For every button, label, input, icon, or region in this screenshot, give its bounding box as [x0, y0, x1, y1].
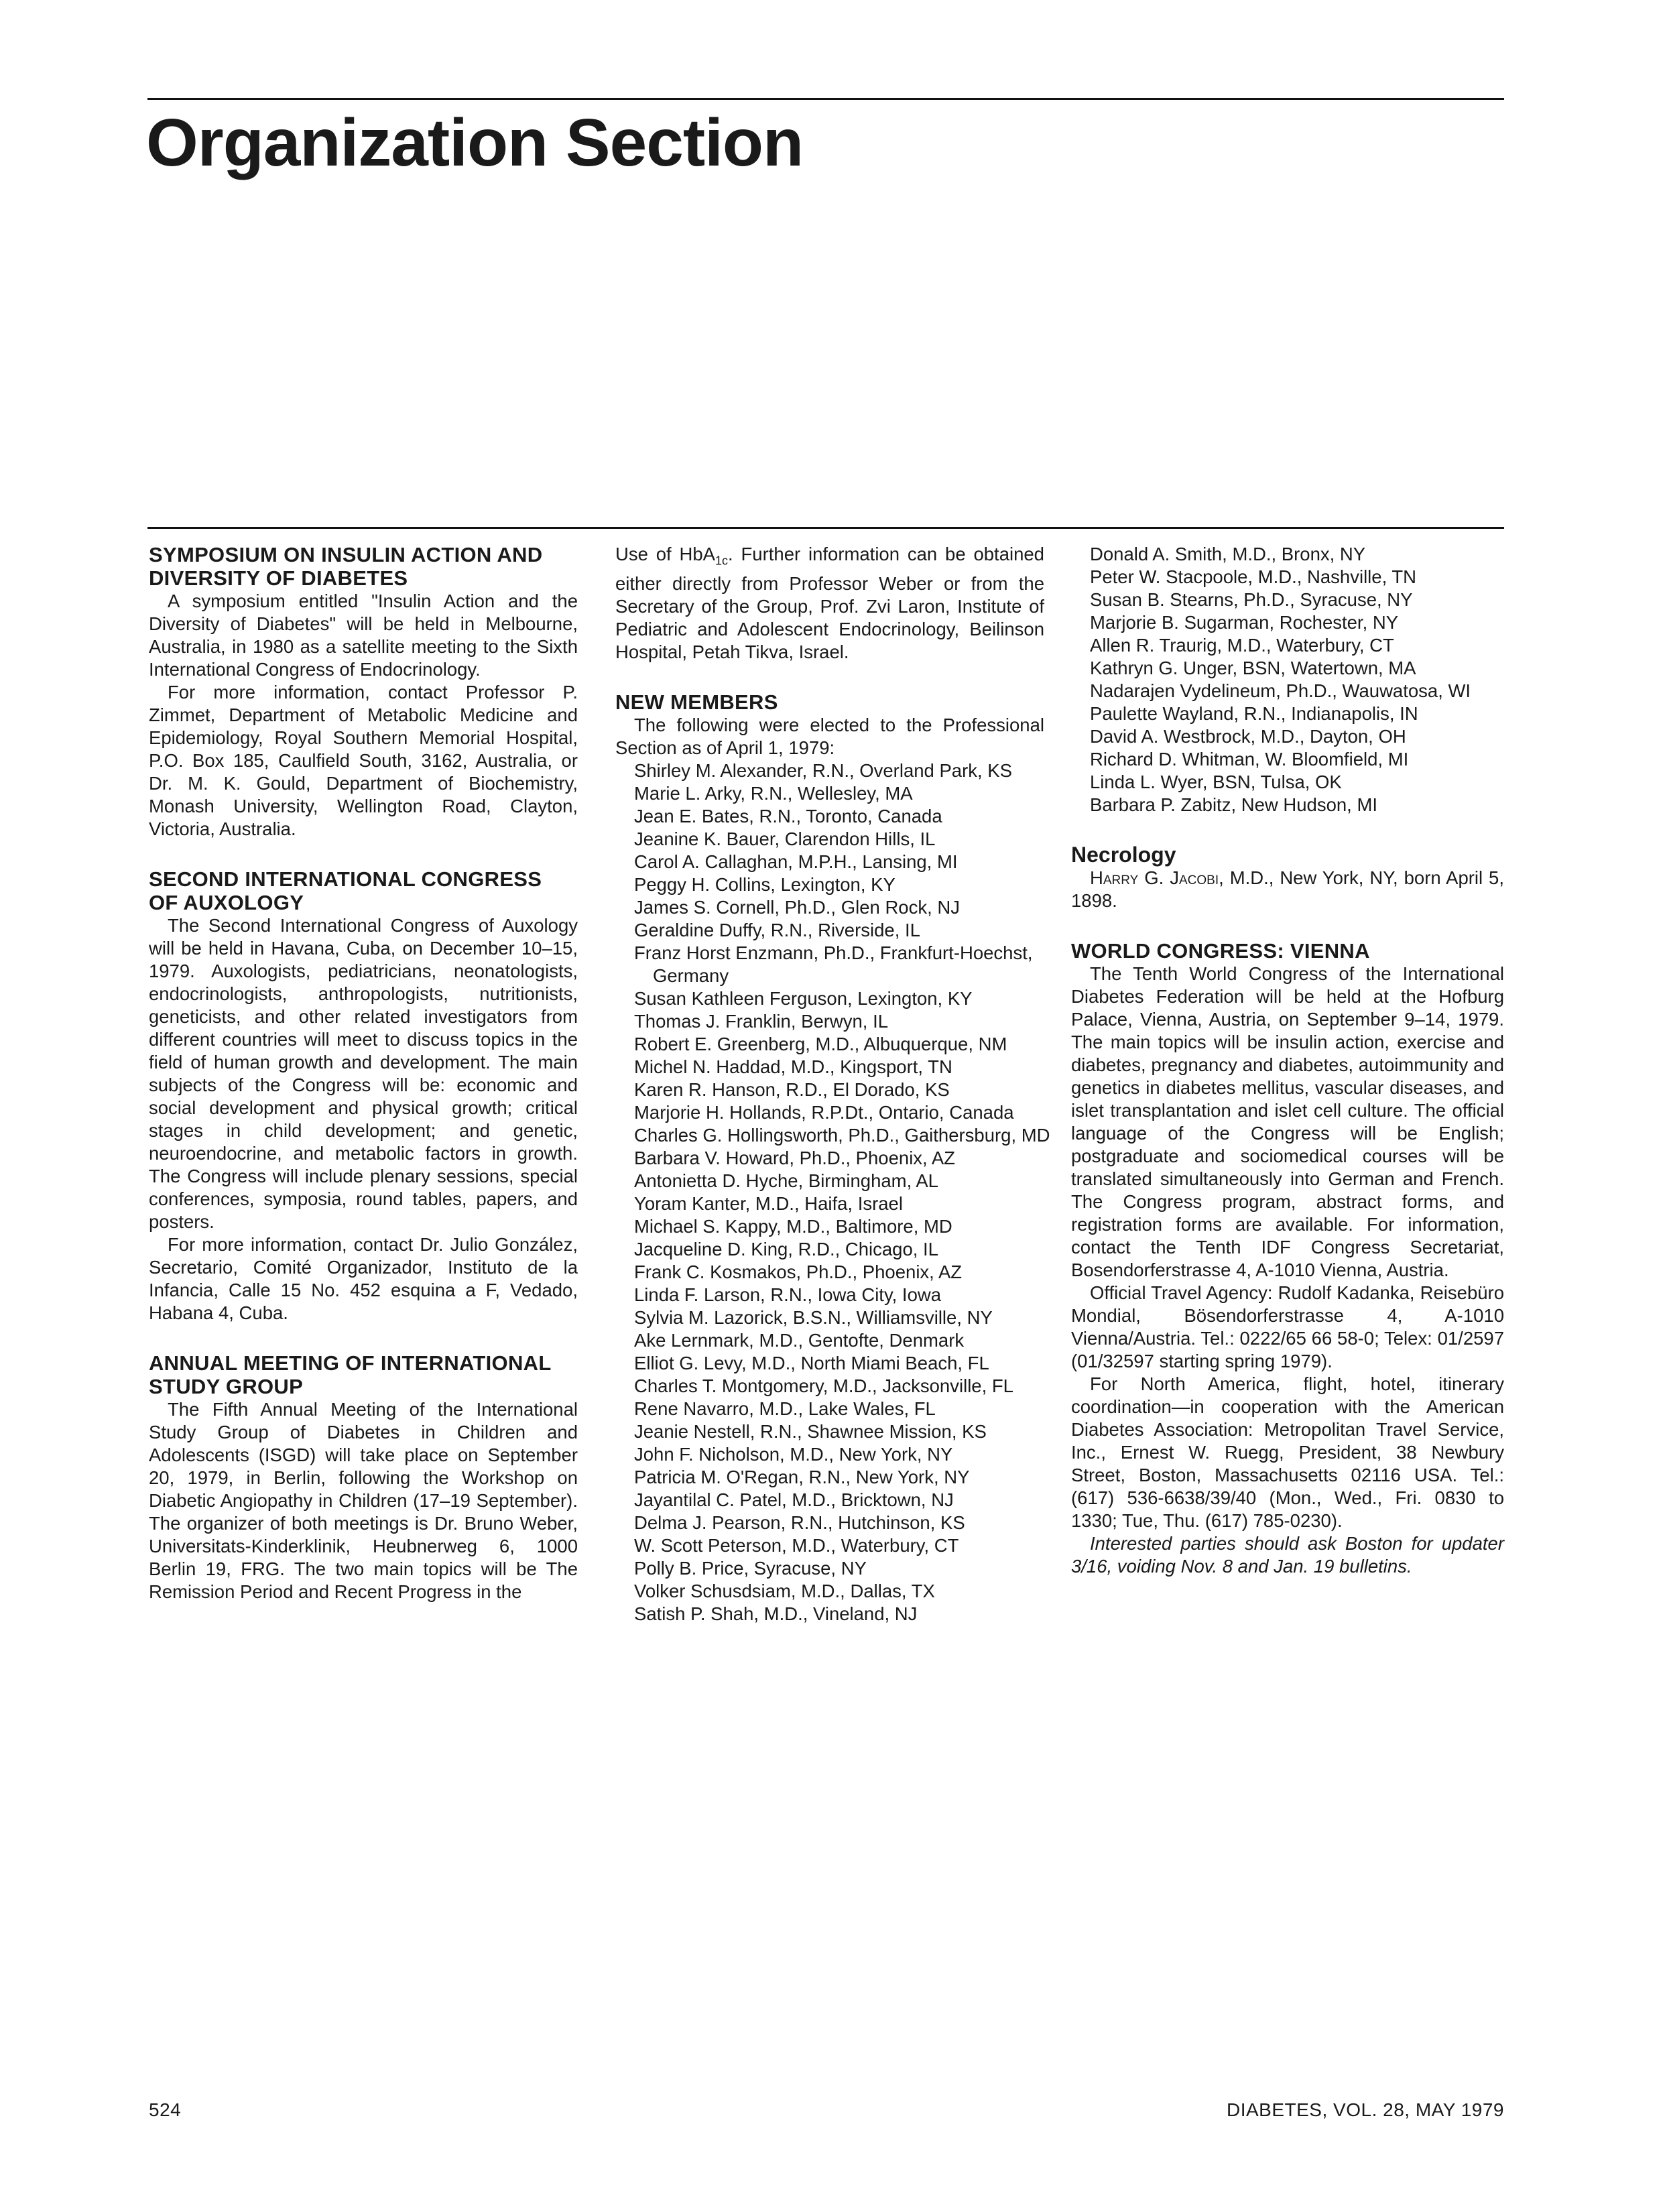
section-rule	[147, 527, 1504, 529]
necrology-heading: Necrology	[1071, 843, 1176, 867]
member-name: W. Scott Peterson, M.D., Waterbury, CT	[634, 1534, 959, 1556]
member-name: Shirley M. Alexander, R.N., Overland Park, KS	[634, 759, 1012, 781]
member-name: John F. Nicholson, M.D., New York, NY	[634, 1443, 953, 1465]
member-name: Marie L. Arky, R.N., Wellesley, MA	[634, 782, 913, 804]
auxology-paragraph-2: For more information, contact Dr. Julio González, Secretario, Comité Organizador, Instituto de la Infancia, Calle 15 No. 452 esquina a F, Vedado, Habana 4, Cuba.	[149, 1234, 578, 1323]
member-name: Volker Schusdsiam, M.D., Dallas, TX	[634, 1580, 935, 1601]
member-entry	[615, 1284, 1044, 1306]
member-entry	[615, 1170, 1044, 1192]
member-entry: Linda L. Wyer, BSN, Tulsa, OK	[1090, 772, 1342, 792]
new-members-section	[615, 690, 1050, 1625]
auxology-heading-line-1: SECOND INTERNATIONAL CONGRESS	[149, 867, 542, 891]
member-entry	[615, 1238, 1044, 1261]
member-entry	[615, 942, 1044, 987]
auxology-section	[149, 867, 578, 1325]
annual-meeting-heading-line-2: STUDY GROUP	[149, 1375, 304, 1398]
members-continued	[1071, 543, 1504, 816]
member-entry	[615, 1215, 1044, 1238]
member-name: Frank C. Kosmakos, Ph.D., Phoenix, AZ	[634, 1261, 963, 1282]
member-name: Susan Kathleen Ferguson, Lexington, KY	[634, 987, 973, 1009]
member-entry	[615, 828, 1044, 851]
member-name: James S. Cornell, Ph.D., Glen Rock, NJ	[634, 896, 960, 918]
member-entry	[615, 1466, 1044, 1489]
journal-reference: DIABETES, VOL. 28, MAY 1979	[1227, 2099, 1504, 2120]
member-entry: Marjorie B. Sugarman, Rochester, NY	[1090, 612, 1399, 633]
vienna-section	[1071, 939, 1504, 1578]
member-name: Barbara V. Howard, Ph.D., Phoenix, AZ	[634, 1147, 955, 1168]
member-name: Jeanie Nestell, R.N., Shawnee Mission, KS	[634, 1420, 987, 1442]
member-entry	[615, 1306, 1044, 1329]
member-entry	[615, 1033, 1044, 1056]
member-entry: Nadarajen Vydelineum, Ph.D., Wauwatosa, WI	[1090, 680, 1471, 701]
member-entry: Barbara P. Zabitz, New Hudson, MI	[1090, 794, 1377, 815]
member-name: Michel N. Haddad, M.D., Kingsport, TN	[634, 1056, 952, 1077]
column-2	[615, 543, 1050, 1625]
member-entry: Richard D. Whitman, W. Bloomfield, MI	[1090, 749, 1409, 770]
member-entry: Paulette Wayland, R.N., Indianapolis, IN	[1090, 703, 1418, 724]
member-entry	[615, 1580, 1044, 1603]
new-members-list-continued	[1071, 543, 1504, 816]
member-entry	[615, 1261, 1044, 1284]
annual-meeting-paragraph: The Fifth Annual Meeting of the International Study Group of Diabetes in Children and Adolescents (ISGD) will take place on September 20, 1979, in Berlin, following the Workshop on Diabetic Angiopathy in Children (17–19 September). The organizer of both meetings is Dr. Bruno Weber, Universitats-Kinderklinik, Heubnerweg 6, 1000 Berlin 19, FRG. The two main topics will be The Remission Period and Recent Progress in the	[149, 1399, 578, 1602]
member-entry	[615, 1398, 1044, 1420]
column-1	[149, 543, 578, 1630]
annual-meeting-section	[149, 1351, 578, 1603]
member-name: Thomas J. Franklin, Berwyn, IL	[634, 1010, 889, 1032]
member-entry	[615, 782, 1044, 805]
member-name: Franz Horst Enzmann, Ph.D., Frankfurt-Hoechst,	[634, 942, 1033, 963]
symposium-heading-line-2: DIVERSITY OF DIABETES	[149, 566, 408, 590]
member-entry	[615, 1375, 1044, 1398]
member-name: Patricia M. O'Regan, R.N., New York, NY	[634, 1466, 970, 1487]
necrology-section	[1071, 843, 1504, 912]
member-entry	[615, 1147, 1044, 1170]
member-name: Robert E. Greenberg, M.D., Albuquerque, NM	[634, 1033, 1007, 1054]
member-entry	[615, 1352, 1044, 1375]
member-entry: Susan B. Stearns, Ph.D., Syracuse, NY	[1090, 589, 1413, 610]
member-entry-continuation: Germany	[653, 965, 729, 986]
member-name: Jacqueline D. King, R.D., Chicago, IL	[634, 1238, 938, 1259]
member-name: Sylvia M. Lazorick, B.S.N., Williamsville, NY	[634, 1306, 993, 1328]
member-entry	[615, 1557, 1044, 1580]
member-name: Delma J. Pearson, R.N., Hutchinson, KS	[634, 1512, 965, 1533]
member-name: Satish P. Shah, M.D., Vineland, NJ	[634, 1603, 918, 1624]
member-name: Carol A. Callaghan, M.P.H., Lansing, MI	[634, 851, 958, 872]
member-entry: Allen R. Traurig, M.D., Waterbury, CT	[1090, 635, 1394, 656]
member-entry	[615, 919, 1044, 942]
symposium-paragraph-2: For more information, contact Professor P. Zimmet, Department of Metabolic Medicine and Epidemiology, Royal Southern Memorial Hospital, P.O. Box 185, Caulfield South, 3162, Australia, or Dr. M. K. Gould, Department of Biochemistry, Monash University, Wellington Road, Clayton, Victoria, Australia.	[149, 682, 578, 839]
member-name: Elliot G. Levy, M.D., North Miami Beach, FL	[634, 1352, 989, 1373]
member-name: Yoram Kanter, M.D., Haifa, Israel	[634, 1192, 903, 1214]
member-entry: David A. Westbrock, M.D., Dayton, OH	[1090, 726, 1406, 747]
auxology-paragraph-1: The Second International Congress of Auxology will be held in Havana, Cuba, on December 10–15, 1979. Auxologists, pediatricians, neonatologists, endocrinologists, anthropologists, nutritionists, geneticists, and other related investigators from different countries will meet to discuss topics in the field of human growth and development. The main subjects of the Congress will be: economic and social development and physical growth; critical stages in child development; and genetic, neuroendocrine, and metabolic factors in growth. The Congress will include plenary sessions, special conferences, symposia, round tables, papers, and posters.	[149, 915, 578, 1232]
member-name: Rene Navarro, M.D., Lake Wales, FL	[634, 1398, 936, 1419]
member-entry	[615, 1056, 1044, 1079]
member-entry	[615, 1512, 1044, 1534]
hba1c-subscript: 1c	[715, 554, 729, 568]
necrology-name: Harry G. Jacobi	[1090, 867, 1219, 888]
new-members-list	[615, 759, 1050, 1625]
member-entry	[615, 1124, 1050, 1147]
member-entry	[615, 1534, 1044, 1557]
top-rule	[147, 98, 1504, 100]
vienna-paragraph-2: Official Travel Agency: Rudolf Kadanka, Reisebüro Mondial, Bösendorferstrasse 4, A-1010 Vienna/Austria. Tel.: 0222/65 66 58-0; Telex: 01/2597 (01/32597 starting spring 1979).	[1071, 1282, 1504, 1371]
member-entry	[615, 873, 1044, 896]
member-entry	[615, 759, 1044, 782]
necrology-text: , M.D., New York, NY, born April 5, 1898.	[1071, 867, 1504, 911]
member-name: Linda F. Larson, R.N., Iowa City, Iowa	[634, 1284, 942, 1305]
annual-meeting-heading	[149, 1351, 578, 1398]
continuation-rest: . Further information can be obtained either directly from Professor Weber or from the Secretary of the Group, Prof. Zvi Laron, Institute of Pediatric and Adolescent Endocrinology, Beilinson Hospital, Petah Tikva, Israel.	[615, 544, 1044, 662]
member-entry	[615, 896, 1044, 919]
page-title: Organization Section	[146, 105, 804, 180]
member-name: Jean E. Bates, R.N., Toronto, Canada	[634, 805, 942, 826]
symposium-heading	[149, 543, 578, 590]
member-entry: Peter W. Stacpoole, M.D., Nashville, TN	[1090, 566, 1417, 587]
new-members-heading: NEW MEMBERS	[615, 690, 778, 714]
member-name: Antonietta D. Hyche, Birmingham, AL	[634, 1170, 938, 1191]
member-entry	[615, 1603, 1044, 1625]
member-name: Michael S. Kappy, M.D., Baltimore, MD	[634, 1215, 952, 1237]
annual-meeting-heading-line-1: ANNUAL MEETING OF INTERNATIONAL	[149, 1351, 552, 1375]
member-name: Charles G. Hollingsworth, Ph.D., Gaithersburg, MD	[634, 1124, 1050, 1146]
vienna-paragraph-1: The Tenth World Congress of the International Diabetes Federation will be held at the Hofburg Palace, Vienna, Austria, on September 9–14, 1979. The main topics will be insulin action, exercise and diabetes, pregnancy and diabetes, autoimmunity and genetics in diabetes mellitus, vascular diseases, and islet transplantation and islet cell culture. The official language of the Congress will be English; postgraduate and sociomedical courses will be translated simultaneously into German and French. The Congress program, abstract forms, and registration forms are available. For information, contact the Tenth IDF Congress Secretariat, Bosendorferstrasse 4, A-1010 Vienna, Austria.	[1071, 963, 1504, 1280]
member-entry	[615, 851, 1044, 873]
annual-meeting-continuation	[615, 543, 1044, 664]
member-entry	[615, 1443, 1044, 1466]
member-name: Peggy H. Collins, Lexington, KY	[634, 873, 895, 895]
member-entry: Kathryn G. Unger, BSN, Watertown, MA	[1090, 658, 1416, 678]
member-name: Geraldine Duffy, R.N., Riverside, IL	[634, 919, 920, 940]
member-entry	[615, 1420, 1044, 1443]
member-entry	[615, 1010, 1044, 1033]
member-name: Jeanine K. Bauer, Clarendon Hills, IL	[634, 828, 936, 849]
auxology-heading-line-2: OF AUXOLOGY	[149, 891, 304, 914]
vienna-heading: WORLD CONGRESS: VIENNA	[1071, 939, 1370, 963]
auxology-heading	[149, 867, 578, 914]
member-entry	[615, 1079, 1044, 1101]
member-name: Karen R. Hanson, R.D., El Dorado, KS	[634, 1079, 950, 1100]
member-name: Ake Lernmark, M.D., Gentofte, Denmark	[634, 1329, 965, 1351]
symposium-heading-line-1: SYMPOSIUM ON INSULIN ACTION AND	[149, 543, 543, 566]
member-entry	[615, 1192, 1044, 1215]
member-entry	[615, 805, 1044, 828]
symposium-paragraph-1: A symposium entitled "Insulin Action and the Diversity of Diabetes" will be held in Melbourne, Australia, in 1980 as a satellite meeting to the Sixth International Congress of Endocrinology.	[149, 591, 578, 680]
member-name: Marjorie H. Hollands, R.P.Dt., Ontario, Canada	[634, 1101, 1014, 1123]
vienna-paragraph-3: For North America, flight, hotel, itinerary coordination—in cooperation with the American Diabetes Association: Metropolitan Travel Service, Inc., Ernest W. Ruegg, President, 38 Newbury Street, Boston, Massachusetts 02116 USA. Tel.: (617) 536-6638/39/40 (Mon., Wed., Fri. 0830 to 1330; Tue, Thu. (617) 785-0230).	[1071, 1373, 1504, 1531]
member-name: Jayantilal C. Patel, M.D., Bricktown, NJ	[634, 1489, 954, 1510]
symposium-section	[149, 543, 578, 841]
member-entry: Donald A. Smith, M.D., Bronx, NY	[1090, 544, 1366, 564]
member-name: Charles T. Montgomery, M.D., Jacksonville, FL	[634, 1375, 1013, 1396]
vienna-paragraph-4: Interested parties should ask Boston for updater 3/16, voiding Nov. 8 and Jan. 19 bulletins.	[1071, 1533, 1504, 1577]
continuation-paragraph	[615, 543, 1044, 664]
necrology-entry	[1071, 867, 1504, 912]
column-3	[1071, 543, 1504, 1578]
member-name: Polly B. Price, Syracuse, NY	[634, 1557, 867, 1579]
member-entry	[615, 1101, 1044, 1124]
member-entry	[615, 1489, 1044, 1512]
member-entry	[615, 1329, 1044, 1352]
page-number: 524	[149, 2099, 182, 2120]
continuation-lead: Use of HbA	[615, 544, 716, 564]
member-entry	[615, 987, 1044, 1010]
new-members-intro: The following were elected to the Professional Section as of April 1, 1979:	[615, 714, 1044, 758]
